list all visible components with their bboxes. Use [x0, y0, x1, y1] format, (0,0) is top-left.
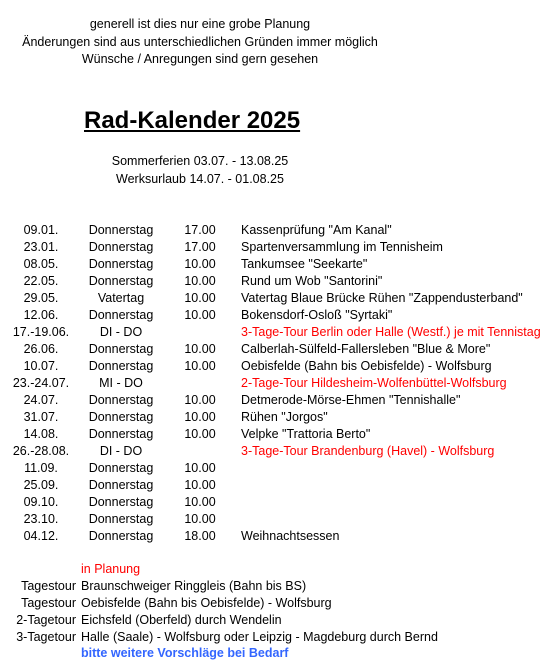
event-date: 26.-28.08.: [12, 444, 70, 458]
event-date: 09.01.: [23, 223, 59, 237]
event-row: [0, 477, 558, 494]
planning-heading: in Planung: [81, 562, 141, 576]
event-day: Donnerstag: [88, 410, 154, 424]
event-day: Donnerstag: [88, 461, 154, 475]
event-description: Velpke "Trattoria Berto": [241, 427, 371, 441]
intro-line-1: generell ist dies nur eine grobe Planung: [89, 17, 311, 31]
event-description: Rund um Wob "Santorini": [241, 274, 383, 288]
event-description: Tankumsee "Seekarte": [241, 257, 368, 271]
event-date: 14.08.: [23, 427, 59, 441]
event-day: Donnerstag: [88, 478, 154, 492]
event-date: 08.05.: [23, 257, 59, 271]
event-row: [0, 443, 558, 460]
event-time: 10.00: [184, 257, 216, 271]
intro-line-2: Änderungen sind aus unterschiedlichen Gründen immer möglich: [22, 35, 378, 49]
event-time: 10.00: [184, 308, 216, 322]
event-row: [0, 256, 558, 273]
event-row: [0, 511, 558, 528]
planning-item: [0, 595, 558, 612]
event-description: Oebisfelde (Bahn bis Oebisfelde) - Wolfsburg: [241, 359, 492, 373]
event-day: Donnerstag: [88, 512, 154, 526]
event-time: 10.00: [184, 342, 216, 356]
event-description: Spartenversammlung im Tennisheim: [241, 240, 443, 254]
event-description: Weihnachtsessen: [241, 529, 340, 543]
event-day: Donnerstag: [88, 427, 154, 441]
event-row: [0, 239, 558, 256]
event-day: Donnerstag: [88, 359, 154, 373]
event-description: Calberlah-Sülfeld-Fallersleben "Blue & More": [241, 342, 491, 356]
event-day: Donnerstag: [88, 308, 154, 322]
holiday-summer: Sommerferien 03.07. - 13.08.25: [111, 154, 289, 168]
event-time: 10.00: [184, 461, 216, 475]
event-date: 12.06.: [23, 308, 59, 322]
event-row: [0, 426, 558, 443]
event-date: 29.05.: [23, 291, 59, 305]
event-day: Donnerstag: [88, 529, 154, 543]
event-description: Bokensdorf-Osloß "Syrtaki": [241, 308, 393, 322]
event-time: 10.00: [184, 410, 216, 424]
intro-line-3: Wünsche / Anregungen sind gern gesehen: [81, 52, 319, 66]
event-row: [0, 358, 558, 375]
event-date: 31.07.: [23, 410, 59, 424]
event-day: Donnerstag: [88, 274, 154, 288]
event-date: 25.09.: [23, 478, 59, 492]
event-day: Donnerstag: [88, 223, 154, 237]
event-time: 10.00: [184, 291, 216, 305]
event-day: Donnerstag: [88, 393, 154, 407]
event-row: [0, 324, 558, 341]
planning-description: Halle (Saale) - Wolfsburg oder Leipzig - Magdeburg durch Bernd: [81, 630, 438, 644]
event-description: 3-Tage-Tour Brandenburg (Havel) - Wolfsburg: [241, 444, 495, 458]
event-description: Kassenprüfung "Am Kanal": [241, 223, 392, 237]
event-description: 2-Tage-Tour Hildesheim-Wolfenbüttel-Wolfsburg: [241, 376, 507, 390]
event-time: 10.00: [184, 274, 216, 288]
event-row: [0, 290, 558, 307]
planning-description: Oebisfelde (Bahn bis Oebisfelde) - Wolfsburg: [81, 596, 332, 610]
page-title: Rad-Kalender 2025: [84, 107, 301, 134]
event-row: [0, 222, 558, 239]
event-day: Vatertag: [97, 291, 145, 305]
event-date: 26.06.: [23, 342, 59, 356]
event-time: 10.00: [184, 512, 216, 526]
event-date: 23.10.: [23, 512, 59, 526]
event-time: 10.00: [184, 393, 216, 407]
planning-item: [0, 629, 558, 646]
event-row: [0, 341, 558, 358]
event-time: 10.00: [184, 478, 216, 492]
event-row: [0, 273, 558, 290]
event-time: 10.00: [184, 427, 216, 441]
event-date: 24.07.: [23, 393, 59, 407]
planning-kind: 3-Tagetour: [16, 630, 76, 644]
event-date: 11.09.: [24, 461, 58, 475]
event-row: [0, 392, 558, 409]
event-day: Donnerstag: [88, 342, 154, 356]
event-date: 10.07.: [23, 359, 59, 373]
planning-kind: Tagestour: [21, 579, 76, 593]
event-row: [0, 460, 558, 477]
event-time: 10.00: [184, 359, 216, 373]
planning-kind: Tagestour: [21, 596, 76, 610]
event-day: DI - DO: [99, 444, 143, 458]
event-time: 18.00: [184, 529, 216, 543]
event-date: 23.01.: [23, 240, 59, 254]
planning-description: Braunschweiger Ringgleis (Bahn bis BS): [81, 579, 307, 593]
event-day: DI - DO: [99, 325, 143, 339]
planning-description: Eichsfeld (Oberfeld) durch Wendelin: [81, 613, 282, 627]
planning-item: [0, 578, 558, 595]
planning-item: [0, 612, 558, 629]
event-row: [0, 528, 558, 545]
event-row: [0, 494, 558, 511]
event-row: [0, 307, 558, 324]
event-date: 17.-19.06.: [12, 325, 70, 339]
event-date: 09.10.: [23, 495, 59, 509]
event-day: Donnerstag: [88, 495, 154, 509]
event-date: 22.05.: [23, 274, 59, 288]
event-description: Rühen "Jorgos": [241, 410, 328, 424]
event-description: 3-Tage-Tour Berlin oder Halle (Westf.) je mit Tennistag: [241, 325, 541, 339]
event-description: Vatertag Blaue Brücke Rühen "Zappendusterband": [241, 291, 523, 305]
holiday-works: Werksurlaub 14.07. - 01.08.25: [116, 172, 284, 186]
event-row: [0, 409, 558, 426]
event-date: 04.12.: [23, 529, 59, 543]
event-date: 23.-24.07.: [12, 376, 70, 390]
event-description: Detmerode-Mörse-Ehmen "Tennishalle": [241, 393, 461, 407]
event-day: Donnerstag: [88, 257, 154, 271]
planning-footer: bitte weitere Vorschläge bei Bedarf: [81, 646, 289, 660]
event-day: Donnerstag: [88, 240, 154, 254]
planning-kind: 2-Tagetour: [16, 613, 76, 627]
event-time: 10.00: [184, 495, 216, 509]
event-day: MI - DO: [99, 376, 143, 390]
event-time: 17.00: [184, 240, 216, 254]
event-time: 17.00: [184, 223, 216, 237]
event-row: [0, 375, 558, 392]
